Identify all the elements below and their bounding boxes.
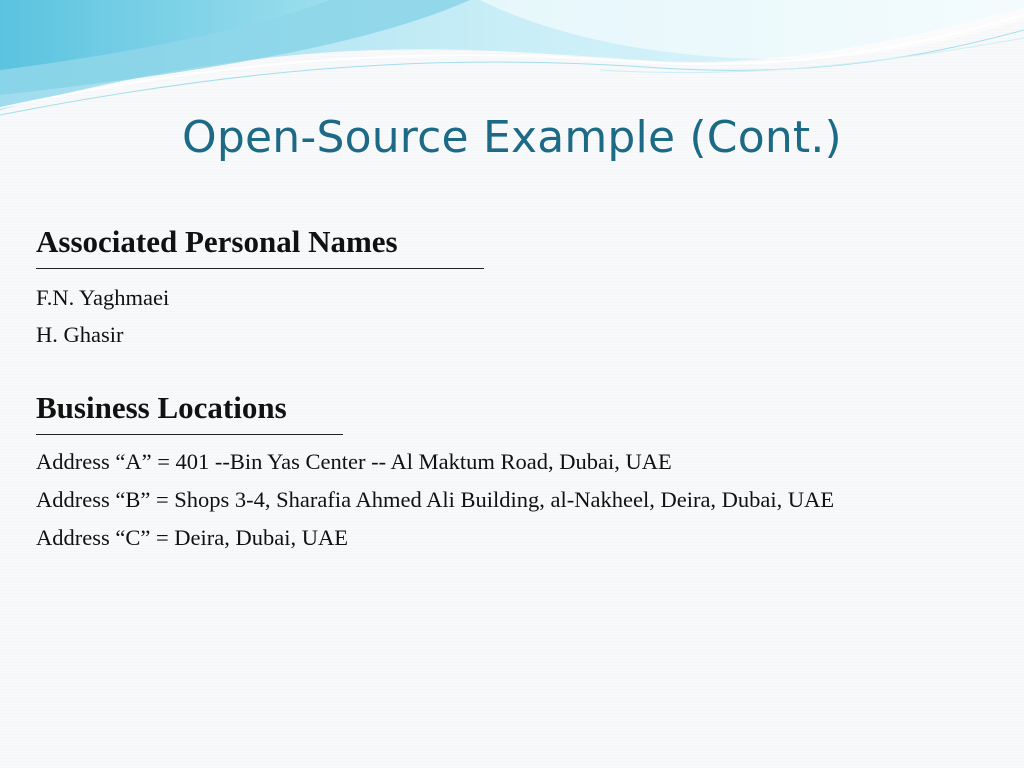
list-item: Address “B” = Shops 3-4, Sharafia Ahmed Ali Building, al-Nakheel, Deira, Dubai, UAE <box>36 487 835 512</box>
list-item: Address “C” = Deira, Dubai, UAE <box>36 525 348 550</box>
section-heading: Associated Personal Names <box>36 224 398 259</box>
list-item: Address “A” = 401 --Bin Yas Center -- Al Maktum Road, Dubai, UAE <box>36 449 672 474</box>
heading-underline <box>36 268 484 269</box>
slide-content <box>36 220 1006 556</box>
section-business-locations <box>36 386 1006 556</box>
header-wave-decoration <box>0 0 1024 130</box>
slide-title: Open-Source Example (Cont.) <box>182 112 842 163</box>
list-item: H. Ghasir <box>36 322 124 347</box>
section-heading: Business Locations <box>36 390 287 425</box>
heading-underline <box>36 434 343 435</box>
list-item: F.N. Yaghmaei <box>36 285 170 310</box>
names-list <box>36 279 1006 353</box>
section-personal-names <box>36 220 1006 353</box>
addresses-list <box>36 443 1006 556</box>
